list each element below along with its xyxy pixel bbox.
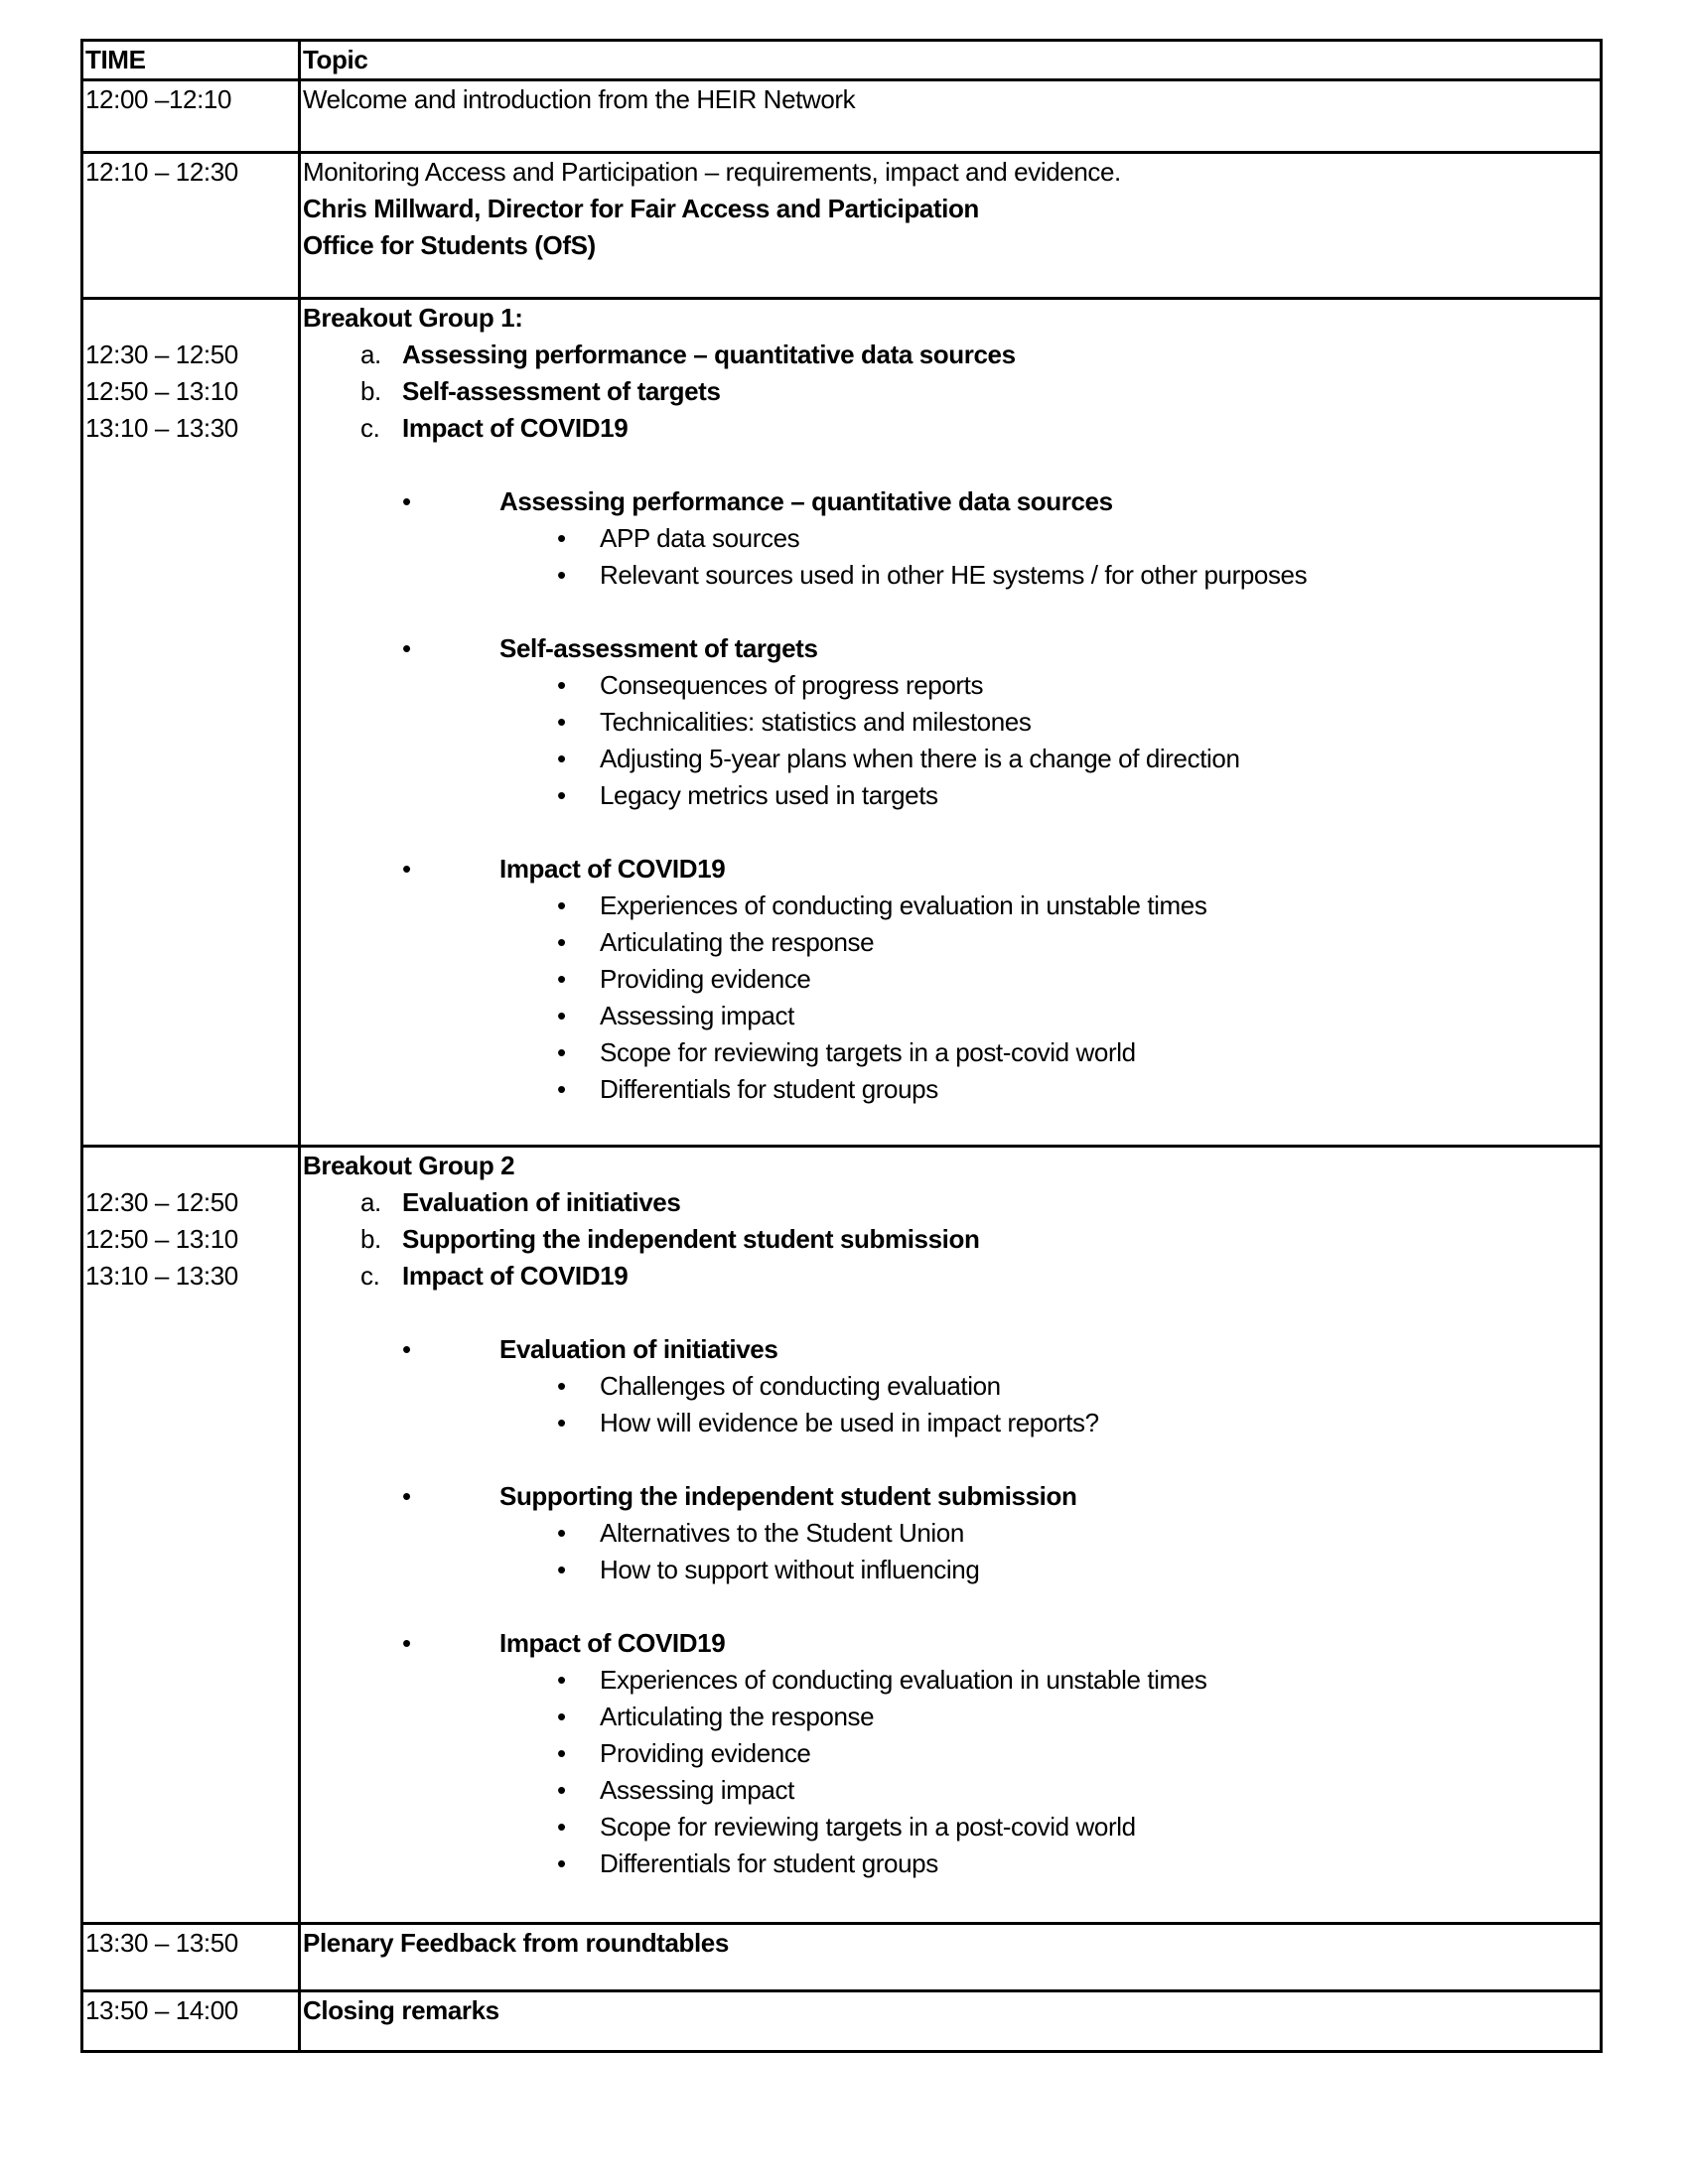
header-row: [82, 41, 1602, 80]
topic-item: • Technicalities: statistics and milestones: [303, 704, 1600, 741]
agenda-item: a. Assessing performance – quantitative data sources: [360, 340, 1016, 369]
topic-heading: • Impact of COVID19: [303, 851, 1600, 887]
bullet-icon: [557, 704, 566, 741]
topic-item: • Scope for reviewing targets in a post-covid world: [303, 1809, 1600, 1845]
slot-time: 12:30 – 12:50: [85, 340, 238, 369]
speaker-name: Chris Millward, Director for Fair Access and Participation: [303, 194, 979, 223]
slot-time: 12:50 – 13:10: [85, 376, 238, 406]
topic-item: • Articulating the response: [303, 924, 1600, 961]
slot-time: 12:30 – 12:50: [85, 1187, 238, 1217]
topic-item: • Relevant sources used in other HE systems / for other purposes: [303, 557, 1600, 594]
bullet-icon: [402, 1331, 411, 1368]
bullet-icon: [402, 630, 411, 667]
bullet-icon: [557, 1735, 566, 1772]
topic-item: • Differentials for student groups: [303, 1845, 1600, 1882]
bullet-icon: [557, 961, 566, 998]
topic-heading: • Impact of COVID19: [303, 1625, 1600, 1662]
bullet-icon: [402, 1478, 411, 1515]
speaker-organisation: Office for Students (OfS): [303, 230, 596, 260]
topic-item: • Experiences of conducting evaluation in unstable times: [303, 1662, 1600, 1699]
topic-heading: • Self-assessment of targets: [303, 630, 1600, 667]
agenda-row-plenary: [82, 1924, 1602, 1991]
bullet-icon: [557, 1515, 566, 1552]
agenda-item: c. Impact of COVID19: [360, 1261, 629, 1291]
agenda-row-breakout2: [82, 1147, 1602, 1924]
topic-item: • How to support without influencing: [303, 1552, 1600, 1588]
bullet-icon: [402, 851, 411, 887]
bullet-icon: [557, 1034, 566, 1071]
bullet-icon: [557, 1699, 566, 1735]
topic-item: • Assessing impact: [303, 998, 1600, 1034]
topic-item: • Challenges of conducting evaluation: [303, 1368, 1600, 1405]
topic-heading: • Evaluation of initiatives: [303, 1331, 1600, 1368]
bullet-icon: [557, 924, 566, 961]
row-time: 12:10 – 12:30: [82, 153, 300, 299]
bullet-icon: [557, 520, 566, 557]
agenda-table: [80, 39, 1603, 2053]
topic-item: • Assessing impact: [303, 1772, 1600, 1809]
bullet-icon: [557, 1845, 566, 1882]
bullet-icon: [557, 667, 566, 704]
topic-item: • Scope for reviewing targets in a post-covid world: [303, 1034, 1600, 1071]
bullet-icon: [557, 557, 566, 594]
agenda-item: b. Self-assessment of targets: [360, 376, 721, 406]
bullet-icon: [557, 1809, 566, 1845]
breakout1-content: [300, 299, 1602, 1147]
bullet-icon: [557, 1405, 566, 1441]
row-topic: Welcome and introduction from the HEIR Network: [300, 80, 1602, 153]
row-topic: Closing remarks: [300, 1991, 1602, 2052]
agenda-row-welcome: [82, 80, 1602, 153]
time-column-header: TIME: [82, 41, 300, 80]
bullet-icon: [557, 741, 566, 777]
bullet-icon: [402, 483, 411, 520]
topic-item: • Articulating the response: [303, 1699, 1600, 1735]
row-topic: Plenary Feedback from roundtables: [300, 1924, 1602, 1991]
agenda-item: a. Evaluation of initiatives: [360, 1187, 681, 1217]
slot-time: 13:10 – 13:30: [85, 1261, 238, 1291]
bullet-icon: [557, 1662, 566, 1699]
topic-item: • Experiences of conducting evaluation in unstable times: [303, 887, 1600, 924]
topic-item: • Adjusting 5-year plans when there is a change of direction: [303, 741, 1600, 777]
bullet-icon: [557, 887, 566, 924]
topic-item: • Legacy metrics used in targets: [303, 777, 1600, 814]
agenda-row-breakout1: [82, 299, 1602, 1147]
breakout2-times: [82, 1147, 300, 1924]
row-time: 12:00 –12:10: [82, 80, 300, 153]
topic-item: • How will evidence be used in impact reports?: [303, 1405, 1600, 1441]
row-topic-cell: [300, 153, 1602, 299]
slot-time: 13:10 – 13:30: [85, 413, 238, 443]
topic-heading: • Assessing performance – quantitative data sources: [303, 483, 1600, 520]
bullet-icon: [557, 998, 566, 1034]
breakout-title: Breakout Group 1:: [303, 303, 523, 333]
topic-item: • Providing evidence: [303, 961, 1600, 998]
row-time: 13:30 – 13:50: [82, 1924, 300, 1991]
agenda-row-closing: [82, 1991, 1602, 2052]
breakout2-content: [300, 1147, 1602, 1924]
row-time: 13:50 – 14:00: [82, 1991, 300, 2052]
bullet-icon: [557, 777, 566, 814]
bullet-icon: [402, 1625, 411, 1662]
topic-heading: • Supporting the independent student submission: [303, 1478, 1600, 1515]
topic-item: • Differentials for student groups: [303, 1071, 1600, 1108]
bullet-icon: [557, 1071, 566, 1108]
bullet-icon: [557, 1772, 566, 1809]
bullet-icon: [557, 1552, 566, 1588]
topic-item: • APP data sources: [303, 520, 1600, 557]
topic-item: • Providing evidence: [303, 1735, 1600, 1772]
bullet-icon: [557, 1368, 566, 1405]
slot-time: 12:50 – 13:10: [85, 1224, 238, 1254]
agenda-row-monitoring: [82, 153, 1602, 299]
topic-item: • Consequences of progress reports: [303, 667, 1600, 704]
breakout1-times: [82, 299, 300, 1147]
breakout-title: Breakout Group 2: [303, 1151, 515, 1180]
session-title: Monitoring Access and Participation – requirements, impact and evidence.: [303, 157, 1121, 187]
topic-item: • Alternatives to the Student Union: [303, 1515, 1600, 1552]
agenda-item: c. Impact of COVID19: [360, 413, 629, 443]
topic-column-header: Topic: [300, 41, 1602, 80]
agenda-item: b. Supporting the independent student submission: [360, 1224, 980, 1254]
